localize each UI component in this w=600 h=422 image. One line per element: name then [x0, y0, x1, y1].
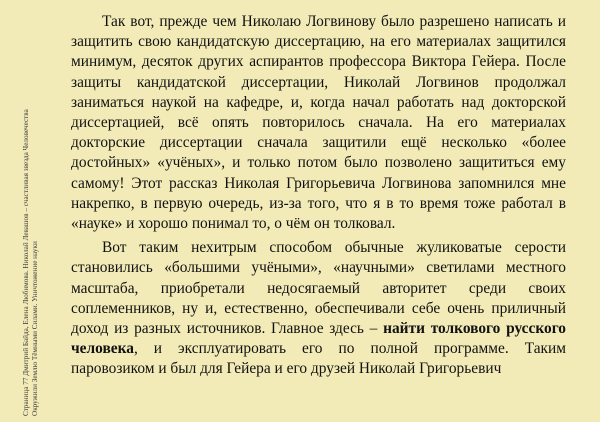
document-body — [71, 12, 566, 380]
margin-note-line-1: Страница 77 Дмитрий Байда, Елена Любимова. Николай Левашов – счастливая звезда Человечества — [22, 109, 30, 416]
paragraph-2-text-end: , и эксплуатировать его по полной программе. Таким паровозиком и был для Гейера и его друзей Николай Григорьевич — [71, 340, 566, 378]
margin-note-text — [22, 6, 40, 416]
paragraph-1: Так вот, прежде чем Николаю Логвинову было разрешено написать и защитить свою кандидатскую диссертацию, на его материалах защитился минимум, десяток других аспирантов профессора Виктора Гейера. После защиты кандидатской диссертации, Николай Логвинов продолжал заниматься наукой на кафедре, и, когда начал работать над докторской диссертацией, всё опять повторилось сначала. На его материалах докторские диссертации сначала защитили ещё несколько «более достойных» «учёных», и только потом было позволено защититься ему самому! Этот рассказ Николая Григорьевича Логвинова запомнился мне накрепко, в первую очередь, из-за того, что я в то время тоже работал в «науке» и хорошо понимал то, о чём он толковал. — [71, 13, 566, 233]
paragraph-2-bold-phrase: найти толкового русского человека — [71, 320, 566, 358]
paragraph-2 — [71, 238, 566, 379]
margin-note-line-2: Окружили Землю Тёмными Силами. Уничтожение науки — [31, 241, 39, 416]
paragraph-2-text-start: Вот таким нехитрым способом обычные жуликоватые серости становились «большими учёными», «научными» светилами местного масштаба, приобретали недосягаемый авторитет среди своих соплеменников, ну и, естественно, обеспечивали себе очень приличный доход из разных источников. Главное здесь – — [71, 239, 566, 338]
page-margin-note — [2, 0, 60, 422]
